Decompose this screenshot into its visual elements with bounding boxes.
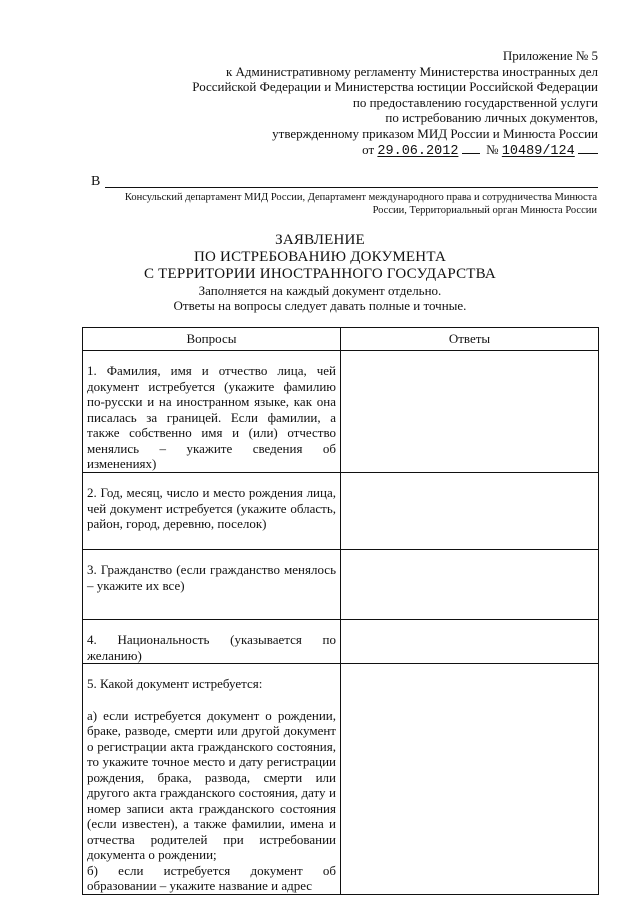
answer-cell[interactable] xyxy=(341,473,599,550)
questionnaire-table xyxy=(82,327,599,895)
addressee-caption xyxy=(105,191,597,217)
table-header-row xyxy=(83,328,599,351)
question-cell: 2. Год, месяц, число и место рождения лица, чей документ истребуется (укажите область, район, город, деревню, поселок) xyxy=(83,473,341,550)
appendix-line: утвержденному приказом МИД России и Минюста России xyxy=(272,125,598,141)
from-label: от xyxy=(362,142,375,157)
appendix-line: Российской Федерации и Министерства юстиции Российской Федерации xyxy=(192,79,598,94)
question-cell: 3. Гражданство (если гражданство менялось – укажите их все) xyxy=(83,550,341,620)
column-header-questions: Вопросы xyxy=(83,328,341,351)
order-reference xyxy=(128,141,598,160)
title-line: ЗАЯВЛЕНИЕ xyxy=(275,232,365,248)
question-cell: 4. Национальность (указывается по желанию) xyxy=(83,620,341,664)
question-option-b: б) если истребуется документ об образовании – укажите название и адрес xyxy=(87,862,336,893)
title-line: ПО ИСТРЕБОВАНИЮ ДОКУМЕНТА xyxy=(194,249,446,265)
answer-cell[interactable] xyxy=(341,351,599,473)
order-date: 29.06.2012 xyxy=(377,144,459,159)
addressee-line[interactable] xyxy=(105,187,598,188)
instruction-line: Ответы на вопросы следует давать полные и точные. xyxy=(173,298,467,313)
instructions xyxy=(0,283,640,313)
table-row xyxy=(83,550,599,620)
table-row xyxy=(83,620,599,664)
column-header-answers: Ответы xyxy=(341,328,599,351)
document-title xyxy=(0,232,640,283)
table-row xyxy=(83,351,599,473)
question-cell xyxy=(83,664,341,895)
appendix-line: по истребованию личных документов, xyxy=(385,110,598,125)
caption-line: Консульский департамент МИД России, Департамент международного права и сотрудничества Минюста xyxy=(124,192,597,203)
appendix-header xyxy=(128,48,598,160)
instruction-line: Заполняется на каждый документ отдельно. xyxy=(198,283,442,298)
addressee-letter: В xyxy=(91,174,101,189)
answer-cell[interactable] xyxy=(341,550,599,620)
order-number: 10489/124 xyxy=(501,144,575,159)
appendix-line: к Административному регламенту Министерства иностранных дел xyxy=(225,63,598,79)
question-cell: 1. Фамилия, имя и отчество лица, чей документ истребуется (укажите фамилию по-русски и на иностранном языке, как она писалась за границей. Если фамилии, а также собственно имя и (или) отчество менялись – укажите сведения об изменениях) xyxy=(83,351,341,473)
table-row xyxy=(83,473,599,550)
appendix-line: Приложение № 5 xyxy=(502,48,598,63)
answer-cell[interactable] xyxy=(341,620,599,664)
answer-cell[interactable] xyxy=(341,664,599,895)
number-label: № xyxy=(486,142,499,157)
question-title: 5. Какой документ истребуется: xyxy=(87,676,263,691)
question-option-a: а) если истребуется документ о рождении, браке, разводе, смерти или другой документ о регистрации акта гражданского состояния, то укажите точное место и дату регистрации рождения, брака, развода, смерти или другого акта гражданского состояния, дату и номер записи акта гражданского состояния (если известен), а также фамилии, имена и отчества родителей при истребовании документа о рождении; xyxy=(87,707,336,862)
table-row xyxy=(83,664,599,895)
appendix-line: по предоставлению государственной услуги xyxy=(352,94,598,110)
underline-blank xyxy=(578,141,598,154)
caption-line: России, Территориальный орган Минюста России xyxy=(372,205,597,216)
title-line: С ТЕРРИТОРИИ ИНОСТРАННОГО ГОСУДАРСТВА xyxy=(144,266,496,282)
underline-blank xyxy=(462,141,480,154)
